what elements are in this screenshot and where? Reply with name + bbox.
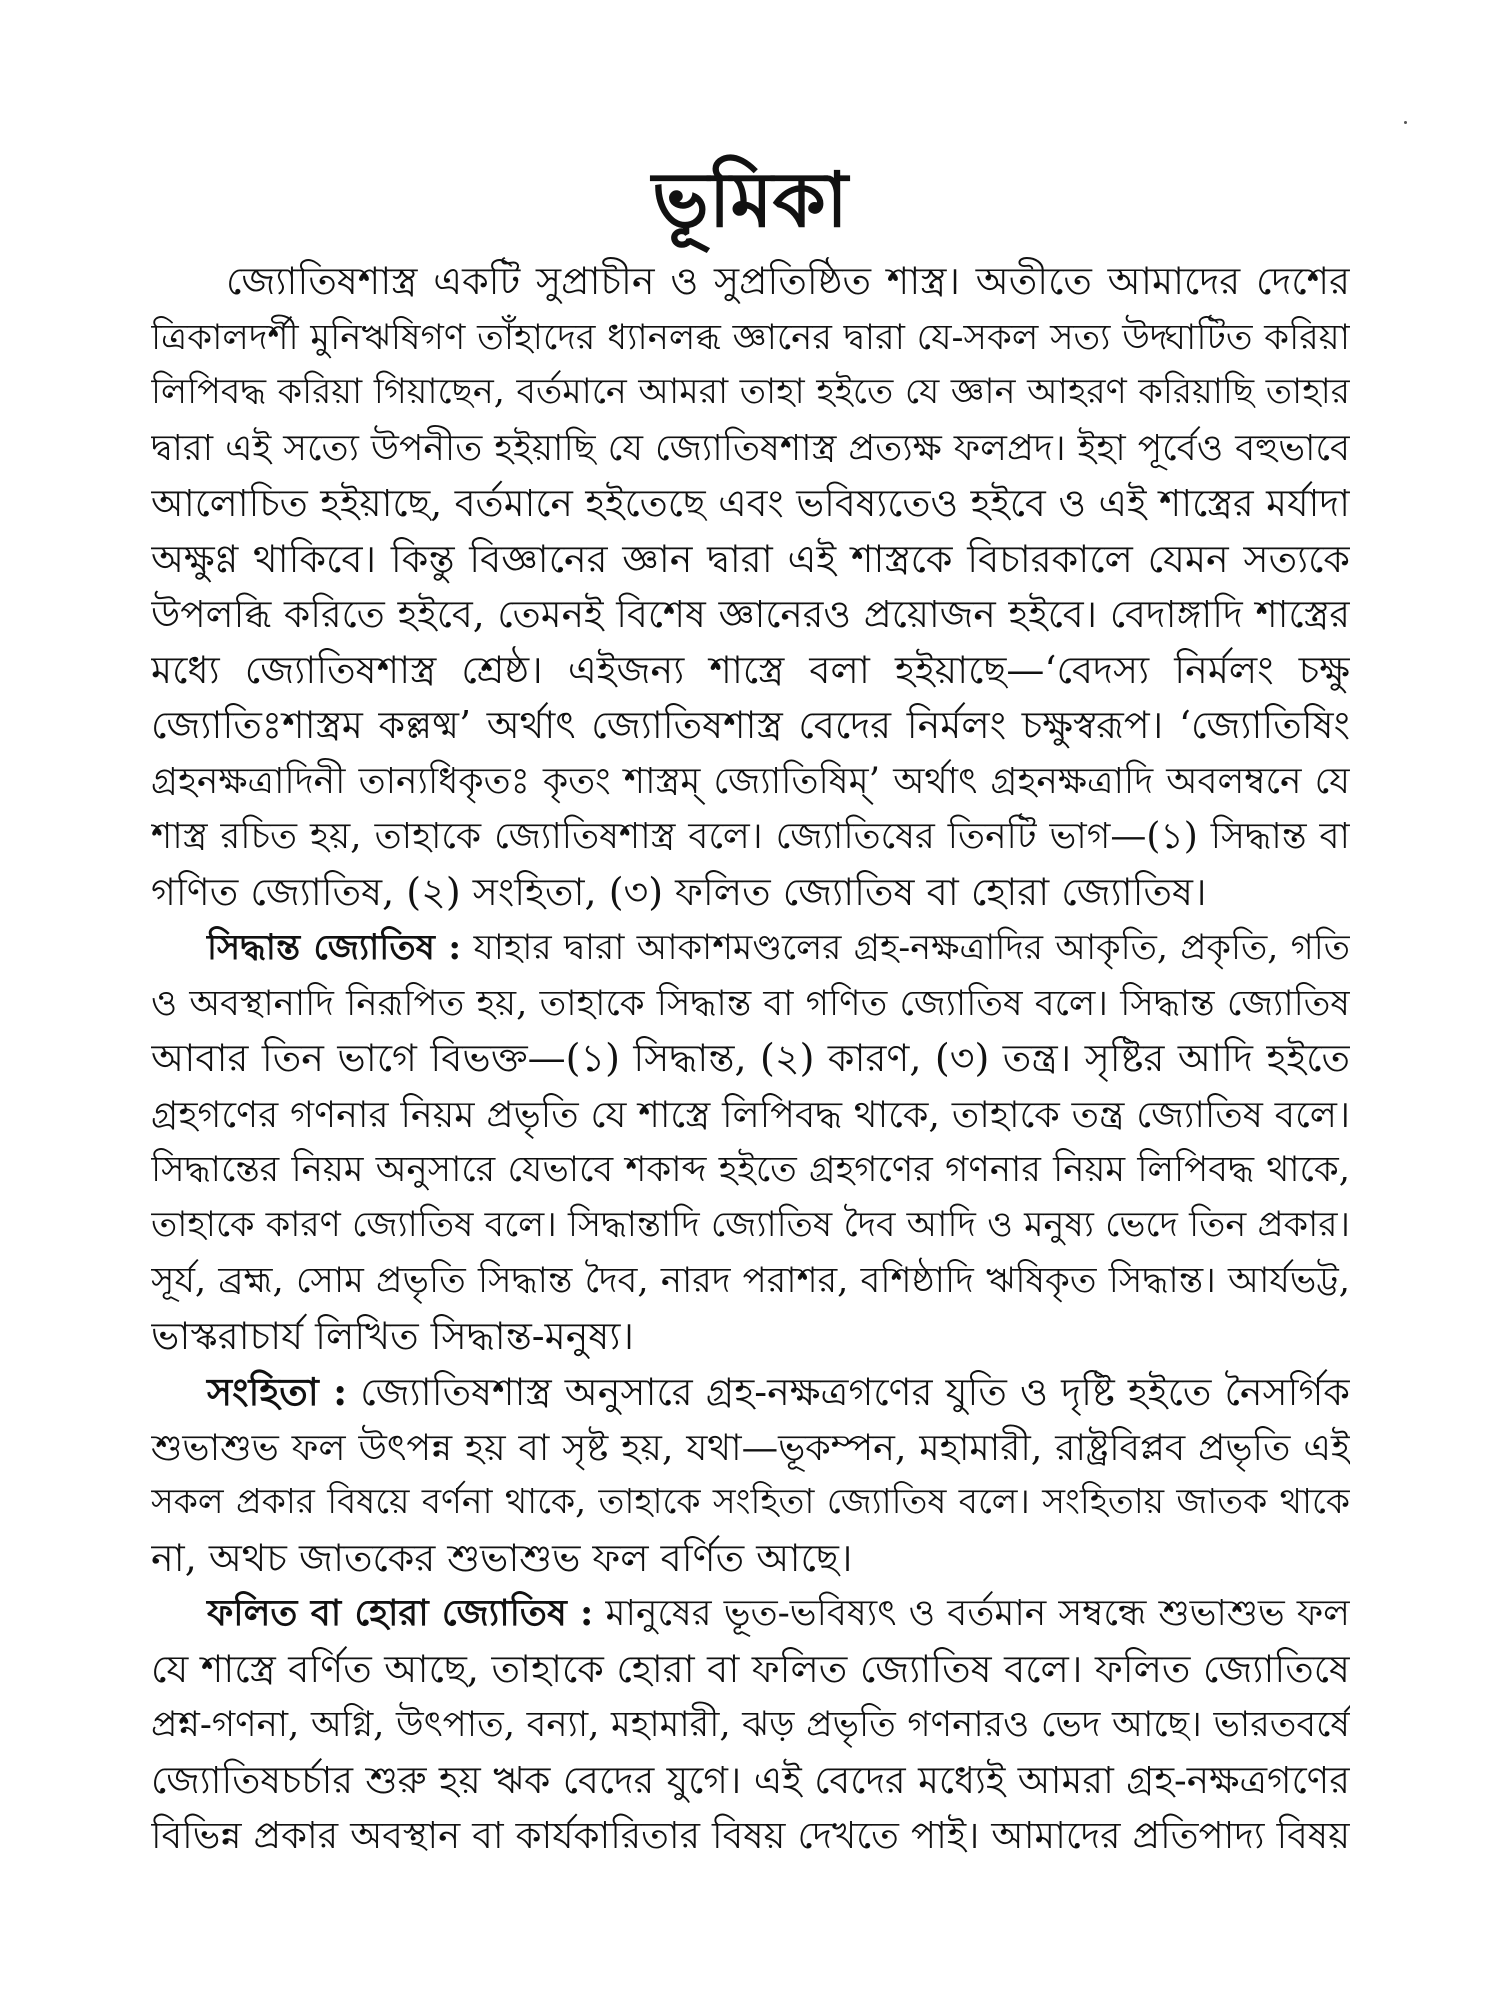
text-line: সকল প্রকার বিষয়ে বর্ণনা থাকে, তাহাকে সংহিতা জ্যোতিষ বলে। সংহিতায় জাতক থাকে — [151, 1482, 1350, 1522]
text-line: শুভাশুভ ফল উৎপন্ন হয় বা সৃষ্ট হয়, যথা—ভূকম্পন, মহামারী, রাষ্ট্রবিপ্লব প্রভৃতি এই — [151, 1425, 1350, 1469]
text-line: জ্যোতিষশাস্ত্র একটি সুপ্রাচীন ও সুপ্রতিষ্ঠিত শাস্ত্র। অতীতে আমাদের দেশের — [226, 259, 1350, 303]
text-line: যে শাস্ত্রে বর্ণিত আছে, তাহাকে হোরা বা ফলিত জ্যোতিষ বলে। ফলিত জ্যোতিষে — [151, 1646, 1350, 1691]
paragraph-lead: সিদ্ধান্ত জ্যোতিষ : — [207, 927, 462, 968]
text-line — [151, 920, 1350, 976]
paragraph-lead: সংহিতা : — [207, 1369, 348, 1414]
text-line: সূর্য, ব্রহ্ম, সোম প্রভৃতি সিদ্ধান্ত দৈব, নারদ পরাশর, বশিষ্ঠাদি ঋষিকৃত সিদ্ধান্ত। আর্যভট্ট, — [151, 1260, 1350, 1301]
text-line: জ্যোতিঃশাস্ত্রম কল্লষ্ম’ অর্থাৎ জ্যোতিষশাস্ত্র বেদের নির্মলং চক্ষুস্বরূপ। ‘জ্যোতিষিং — [151, 703, 1350, 747]
text-line: গণিত জ্যোতিষ, (২) সংহিতা, (৩) ফলিত জ্যোতিষ বা হোরা জ্যোতিষ। — [151, 869, 1207, 914]
text-line-content: যাহার দ্বারা আকাশমণ্ডলের গ্রহ-নক্ষত্রাদির আকৃতি, প্রকৃতি, গতি — [473, 928, 1350, 968]
paragraph-lead: ফলিত বা হোরা জ্যোতিষ : — [207, 1592, 594, 1634]
page-title: ভূমিকা — [652, 155, 848, 244]
paragraph-siddhanta — [151, 920, 1350, 1364]
text-line: অক্ষুণ্ণ থাকিবে। কিন্তু বিজ্ঞানের জ্ঞান দ্বারা এই শাস্ত্রকে বিচারকালে যেমন সত্যকে — [151, 536, 1350, 581]
text-line: ভাস্করাচার্য লিখিত সিদ্ধান্ত-মনুষ্য। — [151, 1313, 634, 1358]
text-line: ও অবস্থানাদি নিরূপিত হয়, তাহাকে সিদ্ধান্ত বা গণিত জ্যোতিষ বলে। সিদ্ধান্ত জ্যোতিষ — [151, 982, 1350, 1024]
text-line: সিদ্ধান্তের নিয়ম অনুসারে যেভাবে শকাব্দ হইতে গ্রহগণের গণনার নিয়ম লিপিবদ্ধ থাকে, — [151, 1149, 1350, 1190]
text-line: আলোচিত হইয়াছে, বর্তমানে হইতেছে এবং ভবিষ্যতেও হইবে ও এই শাস্ত্রের মর্যাদা — [151, 481, 1350, 525]
text-line-content: মানুষের ভূত-ভবিষ্যৎ ও বর্তমান সম্বন্ধে শুভাশুভ ফল — [605, 1593, 1350, 1634]
text-line: ত্রিকালদর্শী মুনিঋষিগণ তাঁহাদের ধ্যানলব্ধ জ্ঞানের দ্বারা যে-সকল সত্য উদ্ঘাটিত করিয়া — [151, 316, 1350, 358]
text-line: জ্যোতিষচর্চার শুরু হয় ঋক বেদের যুগে। এই বেদের মধ্যেই আমরা গ্রহ-নক্ষত্রগণের — [151, 1757, 1350, 1802]
text-line — [151, 1586, 1350, 1642]
body-text — [151, 254, 1350, 1864]
text-line: শাস্ত্র রচিত হয়, তাহাকে জ্যোতিষশাস্ত্র বলে। জ্যোতিষের তিনটি ভাগ—(১) সিদ্ধান্ত বা — [151, 816, 1350, 857]
text-line-content: জ্যোতিষশাস্ত্র অনুসারে গ্রহ-নক্ষত্রগণের যুতি ও দৃষ্টি হইতে নৈসর্গিক — [360, 1370, 1350, 1414]
paragraph-samhita — [151, 1364, 1350, 1586]
text-line — [151, 1364, 1350, 1420]
paragraph-phalita — [151, 1586, 1350, 1864]
paragraph-intro — [151, 254, 1350, 920]
text-line: বিভিন্ন প্রকার অবস্থান বা কার্যকারিতার বিষয় দেখতে পাই। আমাদের প্রতিপাদ্য বিষয় — [151, 1814, 1350, 1857]
page-speck — [1404, 121, 1407, 124]
text-line: গ্রহনক্ষত্রাদিনী তান্যধিকৃতঃ কৃতং শাস্ত্রম্ জ্যোতিষিম্’ অর্থাৎ গ্রহনক্ষত্রাদি অবলম্বনে যে — [151, 760, 1350, 802]
text-line: দ্বারা এই সত্যে উপনীত হইয়াছি যে জ্যোতিষশাস্ত্র প্রত্যক্ষ ফলপ্রদ। ইহা পূর্বেও বহুভাবে — [151, 427, 1350, 469]
text-line: গ্রহগণের গণনার নিয়ম প্রভৃতি যে শাস্ত্রে লিপিবদ্ধ থাকে, তাহাকে তন্ত্র জ্যোতিষ বলে। — [151, 1092, 1350, 1136]
text-line: উপলব্ধি করিতে হইবে, তেমনই বিশেষ জ্ঞানেরও প্রয়োজন হইবে। বেদাঙ্গাদি শাস্ত্রের — [151, 592, 1350, 636]
text-line: না, অথচ জাতকের শুভাশুভ ফল বর্ণিত আছে। — [151, 1535, 853, 1580]
text-line: আবার তিন ভাগে বিভক্ত—(১) সিদ্ধান্ত, (২) কারণ, (৩) তন্ত্র। সৃষ্টির আদি হইতে — [151, 1036, 1350, 1080]
text-line: প্রশ্ন-গণনা, অগ্নি, উৎপাত, বন্যা, মহামারী, ঝড় প্রভৃতি গণনারও ভেদ আছে। ভারতবর্ষে — [151, 1704, 1350, 1745]
text-line: তাহাকে কারণ জ্যোতিষ বলে। সিদ্ধান্তাদি জ্যোতিষ দৈব আদি ও মনুষ্য ভেদে তিন প্রকার। — [151, 1204, 1350, 1245]
text-line: লিপিবদ্ধ করিয়া গিয়াছেন, বর্তমানে আমরা তাহা হইতে যে জ্ঞান আহরণ করিয়াছি তাহার — [151, 372, 1350, 412]
text-line: মধ্যে জ্যোতিষশাস্ত্র শ্রেষ্ঠ। এইজন্য শাস্ত্রে বলা হইয়াছে—‘বেদস্য নির্মলং চক্ষু — [151, 647, 1350, 692]
